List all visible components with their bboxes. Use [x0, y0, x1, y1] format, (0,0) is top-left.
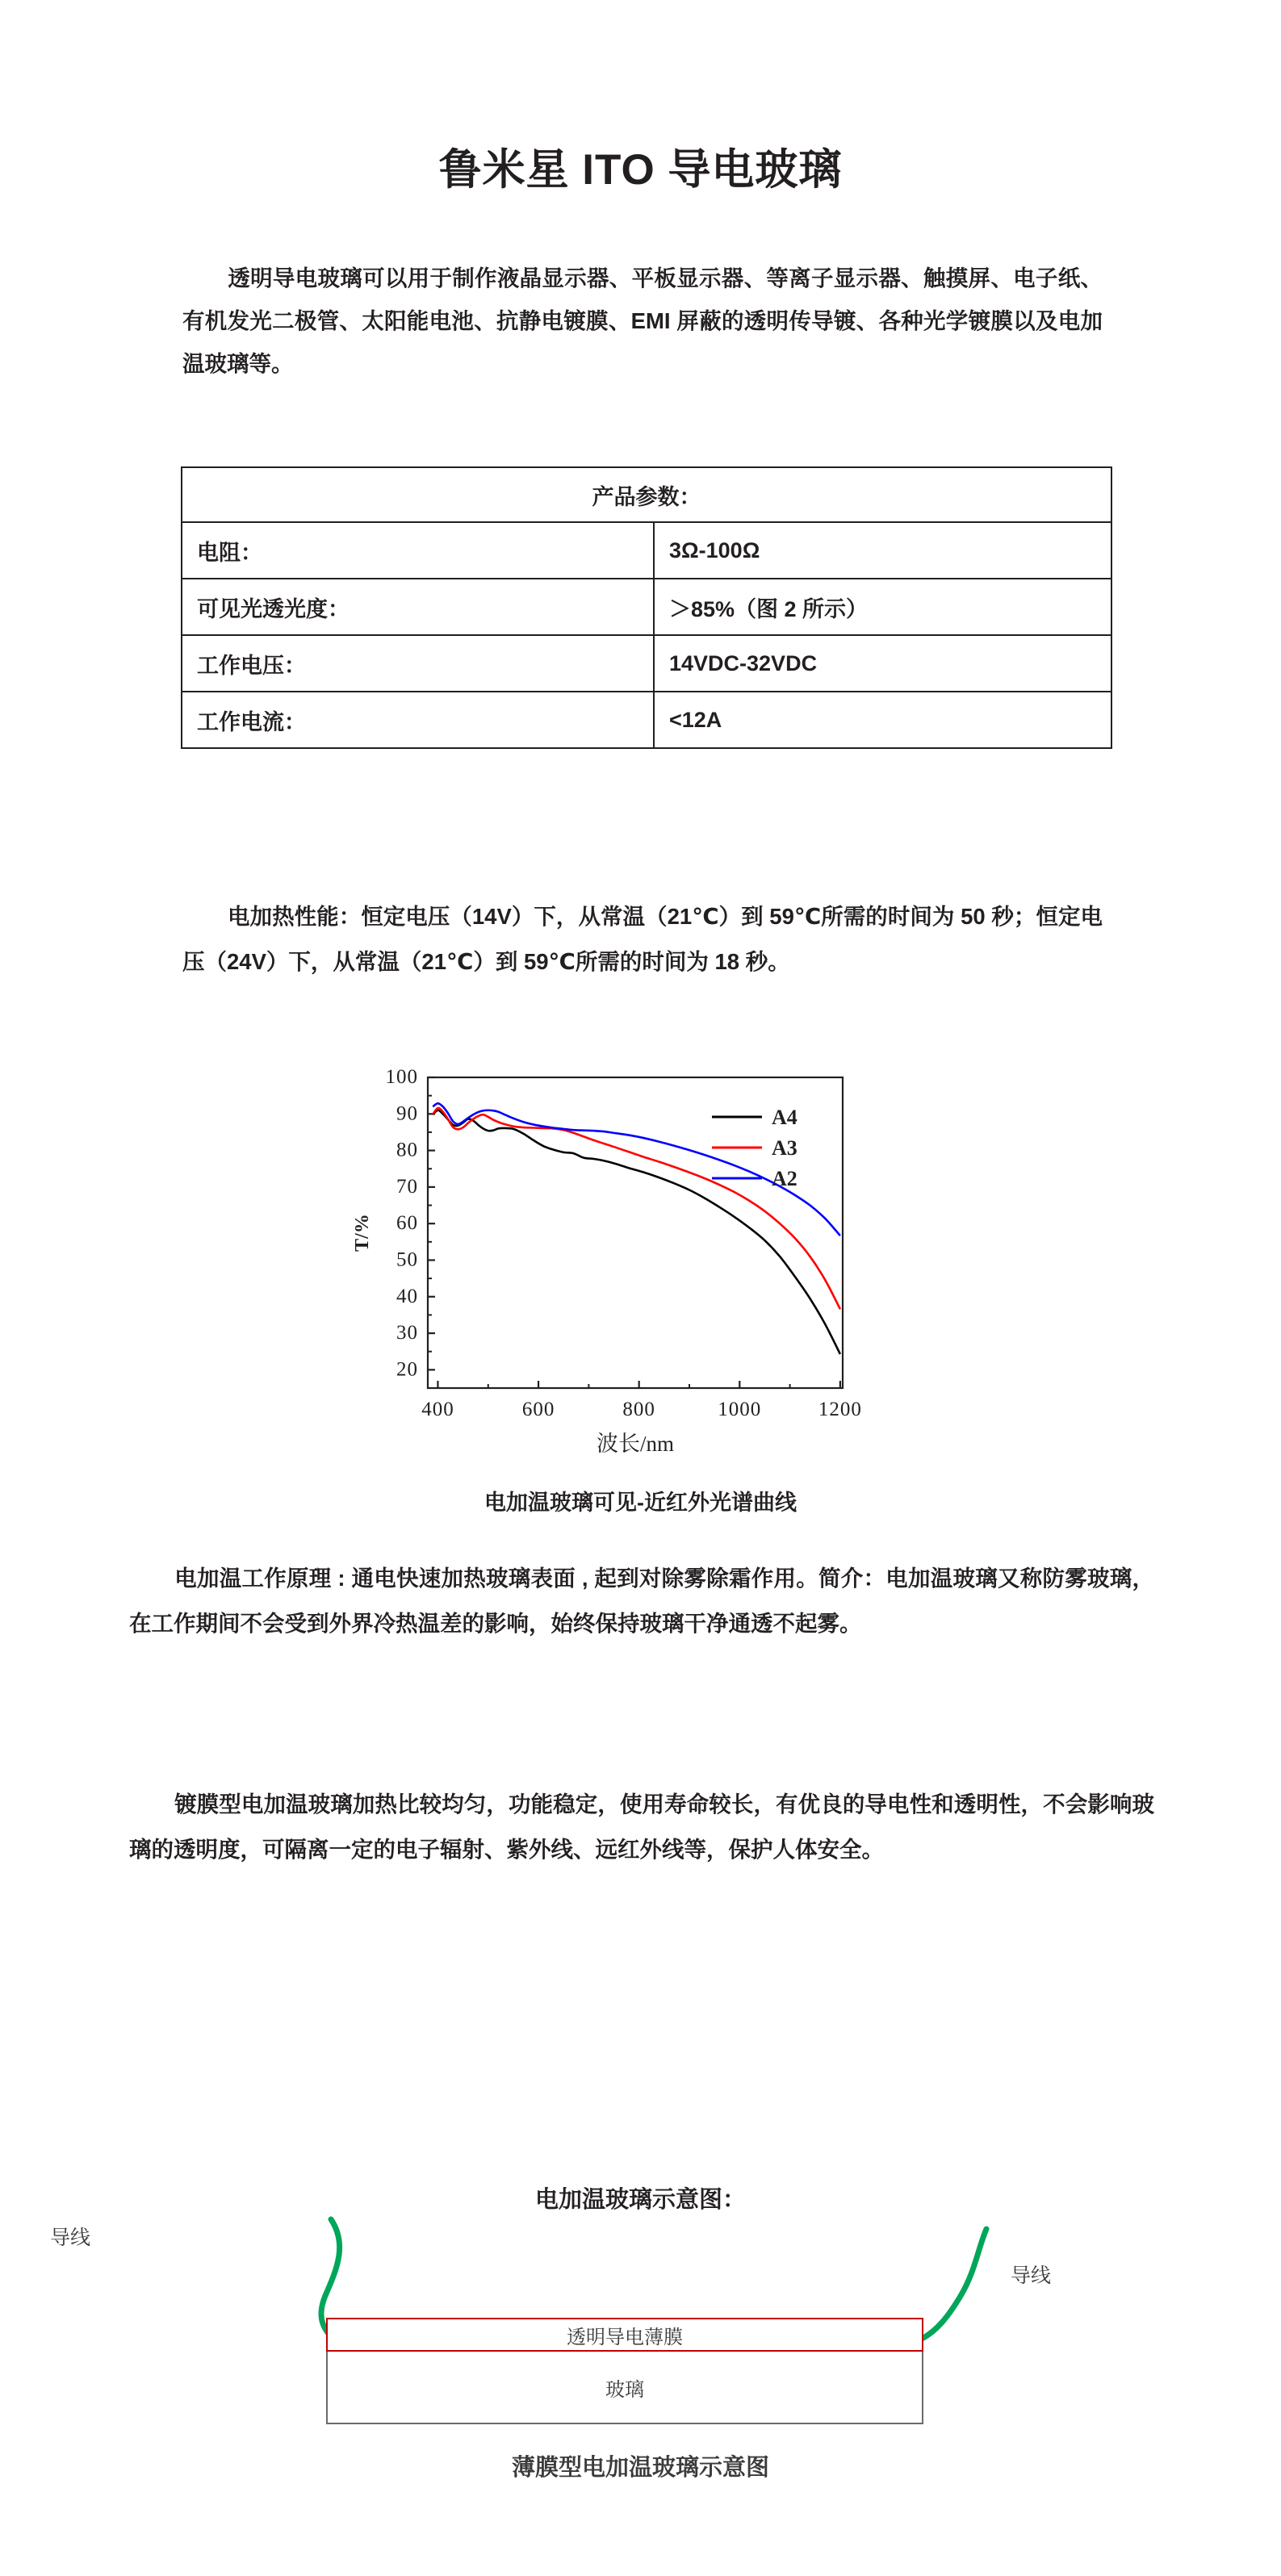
y-axis-label: T/% — [352, 1214, 373, 1252]
intro-text: 透明导电玻璃可以用于制作液晶显示器、平板显示器、等离子显示器、触摸屏、电子纸、有机发光二极管、太阳能电池、抗静电镀膜、EMI 屏蔽的透明传导镀、各种光学镀膜以及电加温玻璃等。 — [182, 265, 1103, 376]
row-label-current: 工作电流： — [182, 692, 654, 748]
intro-paragraph — [182, 257, 1103, 385]
product-parameters-table — [181, 466, 1112, 749]
y-tick-label: 50 — [396, 1248, 418, 1271]
spectrum-chart — [334, 1039, 899, 1456]
y-tick-label: 100 — [385, 1066, 418, 1088]
conductive-film-layer — [326, 2318, 923, 2352]
coating-text: 镀膜型电加温玻璃加热比较均匀，功能稳定，使用寿命较长，有优良的导电性和透明性，不会影响玻璃的透明度，可隔离一定的电子辐射、紫外线、远红外线等，保护人体安全。 — [129, 1791, 1154, 1862]
wire-label-right: 导线 — [1011, 2264, 1052, 2287]
table-row — [182, 522, 1111, 579]
principle-paragraph — [129, 1556, 1154, 1646]
heating-performance-paragraph — [182, 894, 1103, 985]
y-tick-label: 40 — [396, 1285, 418, 1307]
y-tick-label: 60 — [396, 1212, 418, 1235]
x-tick-label: 1200 — [818, 1399, 862, 1420]
row-value-resistance: 3Ω-100Ω — [654, 522, 1111, 579]
x-tick-label: 1000 — [718, 1399, 762, 1420]
chart-caption: 电加温玻璃可见-近红外光谱曲线 — [484, 1491, 797, 1515]
row-value-voltage: 14VDC-32VDC — [654, 635, 1111, 692]
x-tick-label: 400 — [421, 1399, 454, 1420]
y-tick-label: 30 — [396, 1322, 418, 1344]
conductive-film-label: 透明导电薄膜 — [567, 2326, 683, 2348]
diagram-caption: 薄膜型电加温玻璃示意图 — [511, 2455, 769, 2481]
x-tick-label: 600 — [521, 1399, 555, 1420]
x-axis-label: 波长/nm — [596, 1432, 675, 1456]
y-tick-label: 90 — [396, 1102, 418, 1125]
wire-label-left: 导线 — [50, 2227, 91, 2249]
page-title: 鲁米星 ITO 导电玻璃 — [438, 145, 843, 194]
principle-text: 电加温工作原理 : 通电快速加热玻璃表面 , 起到对除雾除霜作用。简介：电加温玻璃又称防雾玻璃，在工作期间不会受到外界冷热温差的影响，始终保持玻璃干净通透不起雾。 — [129, 1565, 1154, 1636]
table-row — [182, 692, 1111, 748]
diagram-title: 电加温玻璃示意图： — [534, 2187, 746, 2213]
table-header-row — [182, 467, 1111, 522]
row-label-voltage: 工作电压： — [182, 635, 654, 692]
glass-label: 玻璃 — [605, 2378, 644, 2401]
legend-label-A2: A2 — [772, 1167, 797, 1190]
spectrum-chart-svg — [334, 1039, 899, 1456]
legend-label-A3: A3 — [772, 1136, 797, 1160]
table-row — [182, 635, 1111, 692]
table-header-cell: 产品参数： — [182, 467, 1111, 522]
y-tick-label: 70 — [396, 1175, 418, 1198]
glass-layer — [326, 2352, 923, 2424]
legend-label-A4: A4 — [772, 1106, 797, 1129]
x-tick-label: 800 — [622, 1399, 655, 1420]
performance-text: 电加热性能：恒定电压（14V）下，从常温（21℃）到 59℃所需的时间为 50 秒；恒定电压（24V）下，从常温（21℃）到 59℃所需的时间为 18 秒。 — [182, 903, 1103, 974]
row-value-current: <12A — [654, 692, 1111, 748]
row-label-transmittance: 可见光透光度： — [182, 579, 654, 635]
y-tick-label: 80 — [396, 1139, 418, 1161]
coating-paragraph — [129, 1782, 1154, 1872]
row-label-resistance: 电阻： — [182, 522, 654, 579]
row-value-transmittance: ＞85%（图 2 所示） — [654, 579, 1111, 635]
y-tick-label: 20 — [396, 1358, 418, 1381]
table-row — [182, 579, 1111, 635]
wire-right-path — [919, 2229, 986, 2340]
